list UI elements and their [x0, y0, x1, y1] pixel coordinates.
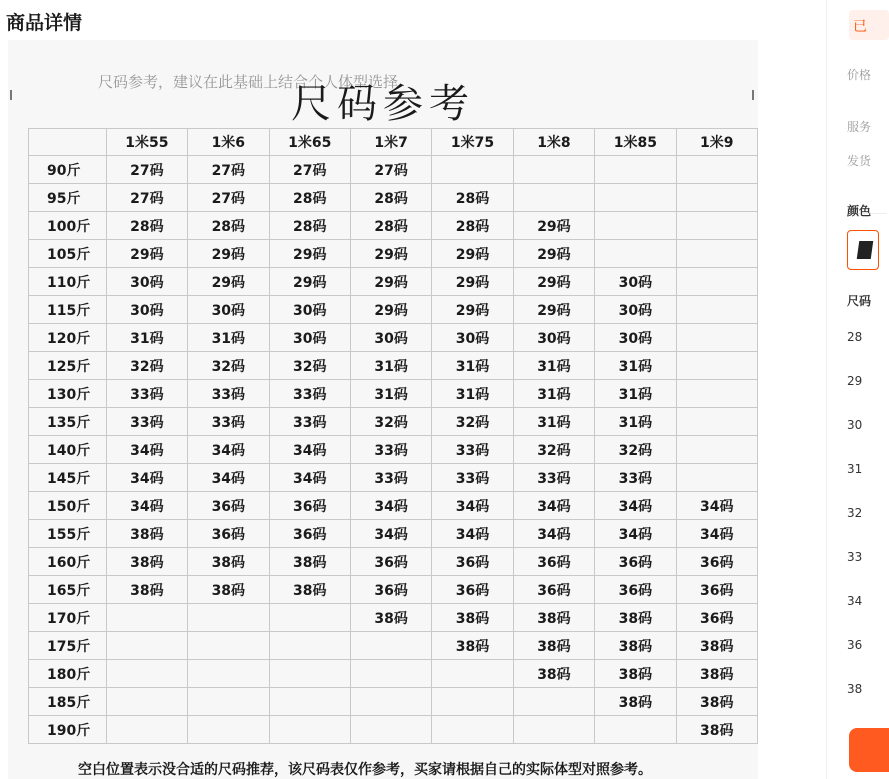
size-cell: 28码 [269, 212, 350, 240]
size-cell: 28码 [350, 184, 431, 212]
size-cell: 38码 [513, 632, 594, 660]
corner-header-cell [29, 129, 107, 156]
size-cell: 33码 [188, 408, 269, 436]
size-cell: 31码 [350, 352, 431, 380]
size-cell: 38码 [513, 604, 594, 632]
table-row [29, 632, 758, 660]
table-row [29, 716, 758, 744]
size-cell: 33码 [432, 464, 513, 492]
size-cell [188, 660, 269, 688]
size-cell: 30码 [595, 296, 676, 324]
size-cell: 28码 [269, 184, 350, 212]
size-cell: 30码 [269, 324, 350, 352]
size-cell: 27码 [106, 184, 187, 212]
size-cell: 36码 [513, 548, 594, 576]
size-cell: 27码 [106, 156, 187, 184]
size-cell: 38码 [432, 604, 513, 632]
size-cell: 30码 [513, 324, 594, 352]
color-label: 颜色 [847, 204, 872, 218]
size-cell: 29码 [350, 268, 431, 296]
chart-title: 尺码参考 [291, 81, 475, 127]
size-cell [676, 408, 757, 436]
size-cell: 27码 [188, 156, 269, 184]
buy-button[interactable] [849, 728, 889, 772]
weight-cell: 95斤 [29, 184, 107, 212]
size-cell: 28码 [106, 212, 187, 240]
size-cell: 38码 [676, 716, 757, 744]
size-cell: 34码 [513, 520, 594, 548]
weight-cell: 125斤 [29, 352, 107, 380]
table-row [29, 324, 758, 352]
size-cell [513, 156, 594, 184]
size-cell: 33码 [595, 464, 676, 492]
size-option[interactable]: 32 [847, 506, 863, 520]
size-cell: 29码 [513, 240, 594, 268]
size-cell [106, 604, 187, 632]
size-option[interactable]: 31 [847, 462, 863, 476]
size-cell: 33码 [269, 380, 350, 408]
size-cell: 29码 [269, 268, 350, 296]
size-cell: 33码 [350, 436, 431, 464]
table-row [29, 688, 758, 716]
size-cell: 38码 [595, 660, 676, 688]
table-row [29, 604, 758, 632]
size-cell [432, 716, 513, 744]
size-cell: 31码 [188, 324, 269, 352]
size-cell: 36码 [269, 492, 350, 520]
table-row [29, 156, 758, 184]
size-option[interactable]: 38 [847, 682, 863, 696]
size-cell: 38码 [595, 632, 676, 660]
height-header-cell: 1米6 [188, 129, 269, 156]
size-cell: 38码 [269, 548, 350, 576]
size-cell: 34码 [269, 436, 350, 464]
badge-text: 已 [853, 19, 867, 35]
size-cell: 33码 [106, 380, 187, 408]
size-cell: 36码 [595, 548, 676, 576]
size-cell: 29码 [513, 212, 594, 240]
size-cell: 33码 [513, 464, 594, 492]
size-cell: 34码 [676, 520, 757, 548]
size-cell [269, 660, 350, 688]
size-cell: 36码 [188, 520, 269, 548]
size-cell: 33码 [350, 464, 431, 492]
size-cell: 31码 [595, 408, 676, 436]
size-cell: 29码 [106, 240, 187, 268]
size-cell: 31码 [513, 380, 594, 408]
table-row [29, 184, 758, 212]
size-cell: 30码 [432, 324, 513, 352]
size-cell: 38码 [106, 520, 187, 548]
size-cell: 34码 [513, 492, 594, 520]
size-cell: 31码 [432, 352, 513, 380]
size-cell [350, 660, 431, 688]
size-cell: 38码 [676, 632, 757, 660]
size-cell: 36码 [432, 548, 513, 576]
size-cell [432, 688, 513, 716]
size-cell [595, 240, 676, 268]
size-cell: 34码 [350, 492, 431, 520]
height-header-cell: 1米85 [595, 129, 676, 156]
size-cell: 38码 [595, 688, 676, 716]
size-cell: 30码 [350, 324, 431, 352]
size-cell [676, 156, 757, 184]
size-cell [188, 688, 269, 716]
table-row [29, 492, 758, 520]
weight-cell: 170斤 [29, 604, 107, 632]
weight-cell: 90斤 [29, 156, 107, 184]
height-header-cell: 1米75 [432, 129, 513, 156]
height-header-cell: 1米55 [106, 129, 187, 156]
size-cell: 31码 [513, 352, 594, 380]
size-cell [676, 240, 757, 268]
weight-cell: 145斤 [29, 464, 107, 492]
size-cell: 29码 [188, 240, 269, 268]
size-cell [676, 324, 757, 352]
color-option-thumbnail[interactable] [847, 230, 879, 270]
size-cell: 34码 [269, 464, 350, 492]
size-cell [513, 688, 594, 716]
size-cell [595, 156, 676, 184]
table-row [29, 576, 758, 604]
table-row [29, 212, 758, 240]
size-label: 尺码 [847, 294, 872, 308]
size-cell: 34码 [350, 520, 431, 548]
size-cell [676, 296, 757, 324]
size-cell: 36码 [188, 492, 269, 520]
size-option[interactable]: 34 [847, 594, 863, 608]
weight-cell: 155斤 [29, 520, 107, 548]
size-cell: 31码 [106, 324, 187, 352]
table-row [29, 268, 758, 296]
size-cell [269, 604, 350, 632]
size-cell [676, 184, 757, 212]
size-cell: 36码 [350, 548, 431, 576]
size-cell [350, 632, 431, 660]
size-cell: 38码 [269, 576, 350, 604]
section-title: 商品详情 [6, 12, 83, 34]
size-cell [188, 604, 269, 632]
size-cell [188, 716, 269, 744]
size-option[interactable]: 33 [847, 550, 863, 564]
size-option[interactable]: 29 [847, 374, 863, 388]
size-cell: 38码 [106, 548, 187, 576]
weight-cell: 100斤 [29, 212, 107, 240]
size-cell: 29码 [269, 240, 350, 268]
height-header-cell: 1米65 [269, 129, 350, 156]
size-cell [676, 212, 757, 240]
size-cell [676, 352, 757, 380]
height-header-cell: 1米8 [513, 129, 594, 156]
cropped-top-text: 尺码参考，建议在此基础上结合个人体型选择 [98, 73, 399, 91]
weight-cell: 175斤 [29, 632, 107, 660]
table-row [29, 520, 758, 548]
size-cell: 38码 [106, 576, 187, 604]
size-cell: 36码 [432, 576, 513, 604]
size-cell: 38码 [513, 660, 594, 688]
size-cell [106, 688, 187, 716]
weight-cell: 135斤 [29, 408, 107, 436]
size-option[interactable]: 30 [847, 418, 863, 432]
weight-cell: 130斤 [29, 380, 107, 408]
height-header-cell: 1米9 [676, 129, 757, 156]
price-label: 价格 [847, 68, 872, 82]
size-cell [350, 716, 431, 744]
purchase-panel [826, 0, 872, 779]
table-row [29, 296, 758, 324]
size-cell: 38码 [676, 688, 757, 716]
size-cell [106, 632, 187, 660]
size-cell: 34码 [106, 464, 187, 492]
weight-cell: 165斤 [29, 576, 107, 604]
size-cell [513, 716, 594, 744]
size-cell: 33码 [106, 408, 187, 436]
size-cell: 36码 [350, 576, 431, 604]
size-cell: 34码 [106, 492, 187, 520]
weight-cell: 105斤 [29, 240, 107, 268]
size-cell: 27码 [269, 156, 350, 184]
size-cell: 30码 [188, 296, 269, 324]
size-cell [269, 688, 350, 716]
size-cell [513, 184, 594, 212]
size-cell: 29码 [432, 268, 513, 296]
size-cell: 30码 [106, 268, 187, 296]
size-cell [106, 660, 187, 688]
size-cell: 36码 [676, 576, 757, 604]
size-cell [595, 212, 676, 240]
size-cell [269, 632, 350, 660]
size-cell: 30码 [595, 268, 676, 296]
size-cell: 34码 [432, 520, 513, 548]
size-cell: 31码 [595, 352, 676, 380]
size-cell: 34码 [595, 492, 676, 520]
size-cell: 34码 [188, 436, 269, 464]
size-cell: 28码 [188, 212, 269, 240]
size-cell: 29码 [350, 296, 431, 324]
shipping-label: 发货 [847, 154, 872, 168]
size-cell [676, 380, 757, 408]
size-cell [188, 632, 269, 660]
size-cell: 31码 [513, 408, 594, 436]
table-row [29, 380, 758, 408]
size-cell: 32码 [106, 352, 187, 380]
size-cell: 38码 [188, 548, 269, 576]
table-row [29, 436, 758, 464]
size-cell: 36码 [676, 548, 757, 576]
size-cell: 31码 [350, 380, 431, 408]
size-cell: 36码 [269, 520, 350, 548]
size-cell [595, 184, 676, 212]
size-cell [676, 464, 757, 492]
size-cell: 36码 [595, 576, 676, 604]
size-cell: 33码 [269, 408, 350, 436]
size-cell: 30码 [106, 296, 187, 324]
size-cell: 32码 [188, 352, 269, 380]
size-cell: 32码 [350, 408, 431, 436]
size-cell: 38码 [432, 632, 513, 660]
size-cell: 32码 [595, 436, 676, 464]
size-cell [350, 688, 431, 716]
status-badge [849, 10, 889, 40]
weight-cell: 150斤 [29, 492, 107, 520]
weight-cell: 180斤 [29, 660, 107, 688]
size-cell: 29码 [188, 268, 269, 296]
size-cell: 29码 [432, 296, 513, 324]
size-cell: 32码 [432, 408, 513, 436]
size-cell [432, 660, 513, 688]
size-cell: 34码 [432, 492, 513, 520]
size-cell: 33码 [432, 436, 513, 464]
size-cell: 31码 [432, 380, 513, 408]
size-chart-table [28, 128, 758, 744]
size-cell [432, 156, 513, 184]
size-cell: 38码 [595, 604, 676, 632]
weight-cell: 160斤 [29, 548, 107, 576]
size-cell: 29码 [513, 296, 594, 324]
size-cell [676, 436, 757, 464]
size-cell: 29码 [513, 268, 594, 296]
size-cell [676, 268, 757, 296]
size-cell: 38码 [188, 576, 269, 604]
size-option[interactable]: 36 [847, 638, 863, 652]
table-row [29, 660, 758, 688]
weight-cell: 115斤 [29, 296, 107, 324]
table-header-row [29, 129, 758, 156]
size-cell: 36码 [513, 576, 594, 604]
size-cell: 28码 [432, 184, 513, 212]
weight-cell: 140斤 [29, 436, 107, 464]
size-cell: 34码 [676, 492, 757, 520]
table-row [29, 408, 758, 436]
size-cell: 31码 [595, 380, 676, 408]
size-chart-image [8, 40, 758, 779]
size-cell: 28码 [350, 212, 431, 240]
size-cell [106, 716, 187, 744]
size-cell: 36码 [676, 604, 757, 632]
size-cell: 38码 [676, 660, 757, 688]
size-cell: 32码 [269, 352, 350, 380]
table-row [29, 548, 758, 576]
table-row [29, 240, 758, 268]
size-cell: 38码 [350, 604, 431, 632]
weight-cell: 190斤 [29, 716, 107, 744]
size-cell: 30码 [595, 324, 676, 352]
size-cell: 30码 [269, 296, 350, 324]
service-label: 服务 [847, 120, 872, 134]
height-header-cell: 1米7 [350, 129, 431, 156]
size-cell: 27码 [350, 156, 431, 184]
size-option[interactable]: 28 [847, 330, 863, 344]
size-cell [595, 716, 676, 744]
table-row [29, 352, 758, 380]
size-cell: 29码 [350, 240, 431, 268]
size-cell: 29码 [432, 240, 513, 268]
size-cell [269, 716, 350, 744]
weight-cell: 110斤 [29, 268, 107, 296]
size-cell: 32码 [513, 436, 594, 464]
weight-cell: 185斤 [29, 688, 107, 716]
table-row [29, 464, 758, 492]
size-cell: 34码 [106, 436, 187, 464]
size-cell: 28码 [432, 212, 513, 240]
weight-cell: 120斤 [29, 324, 107, 352]
chart-footnote: 空白位置表示没合适的尺码推荐，该尺码表仅作参考，买家请根据自己的实际体型对照参考。 [78, 762, 652, 778]
size-cell: 34码 [595, 520, 676, 548]
size-cell: 34码 [188, 464, 269, 492]
size-cell: 27码 [188, 184, 269, 212]
size-cell: 33码 [188, 380, 269, 408]
